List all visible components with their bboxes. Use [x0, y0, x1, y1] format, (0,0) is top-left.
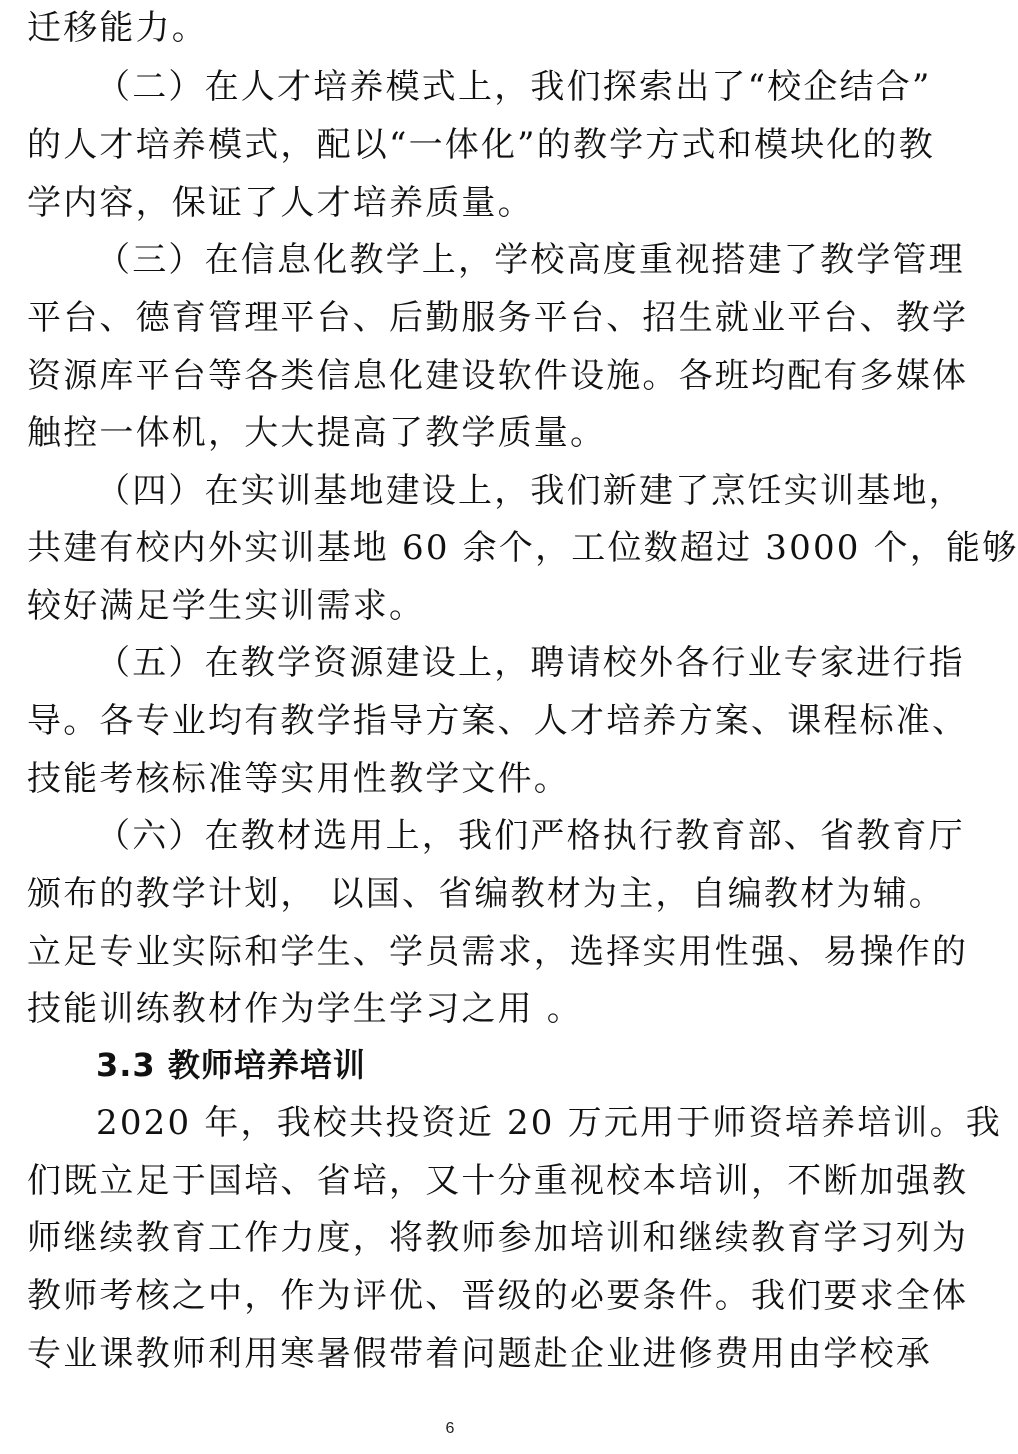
paragraph-line: 2020 年，我校共投资近 20 万元用于师资培养培训。我: [96, 1103, 1003, 1143]
section-heading: 3.3 教师培养培训: [96, 1046, 366, 1084]
paragraph-line: 导。各专业均有教学指导方案、人才培养方案、课程标准、: [27, 701, 969, 741]
paragraph-line: 的人才培养模式，配以“一体化”的教学方式和模块化的教: [27, 125, 935, 165]
paragraph-line: 颁布的教学计划， 以国、省编教材为主，自编教材为辅。: [27, 874, 946, 914]
paragraph-line: 们既立足于国培、省培，又十分重视校本培训，不断加强教: [27, 1161, 969, 1201]
paragraph-line: 平台、德育管理平台、后勤服务平台、招生就业平台、教学: [27, 298, 969, 338]
page-number: 6: [445, 1420, 455, 1437]
paragraph-line: 师继续教育工作力度，将教师参加培训和继续教育学习列为: [27, 1218, 969, 1258]
paragraph-line: 资源库平台等各类信息化建设软件设施。各班均配有多媒体: [27, 356, 969, 396]
paragraph-line: 技能训练教材作为学生学习之用 。: [27, 989, 584, 1029]
paragraph-line: 教师考核之中，作为评优、晋级的必要条件。我们要求全体: [27, 1276, 969, 1316]
paragraph-line: （六）在教材选用上，我们严格执行教育部、省教育厅: [96, 816, 965, 856]
paragraph-line: （二）在人才培养模式上，我们探索出了“校企结合”: [96, 67, 932, 107]
paragraph-line: 共建有校内外实训基地 60 余个，工位数超过 3000 个，能够: [27, 528, 1018, 568]
paragraph-line: （四）在实训基地建设上，我们新建了烹饪实训基地，: [96, 471, 965, 511]
paragraph-line: 学内容，保证了人才培养质量。: [27, 183, 534, 223]
paragraph-line: 较好满足学生实训需求。: [27, 586, 426, 626]
paragraph-line: 迁移能力。: [27, 8, 208, 48]
paragraph-line: （三）在信息化教学上，学校高度重视搭建了教学管理: [96, 240, 965, 280]
paragraph-line: 专业课教师利用寒暑假带着问题赴企业进修费用由学校承: [27, 1334, 932, 1374]
paragraph-line: 技能考核标准等实用性教学文件。: [27, 759, 570, 799]
paragraph-line: （五）在教学资源建设上，聘请校外各行业专家进行指: [96, 643, 965, 683]
paragraph-line: 触控一体机，大大提高了教学质量。: [27, 413, 607, 453]
paragraph-line: 立足专业实际和学生、学员需求，选择实用性强、易操作的: [27, 932, 969, 972]
